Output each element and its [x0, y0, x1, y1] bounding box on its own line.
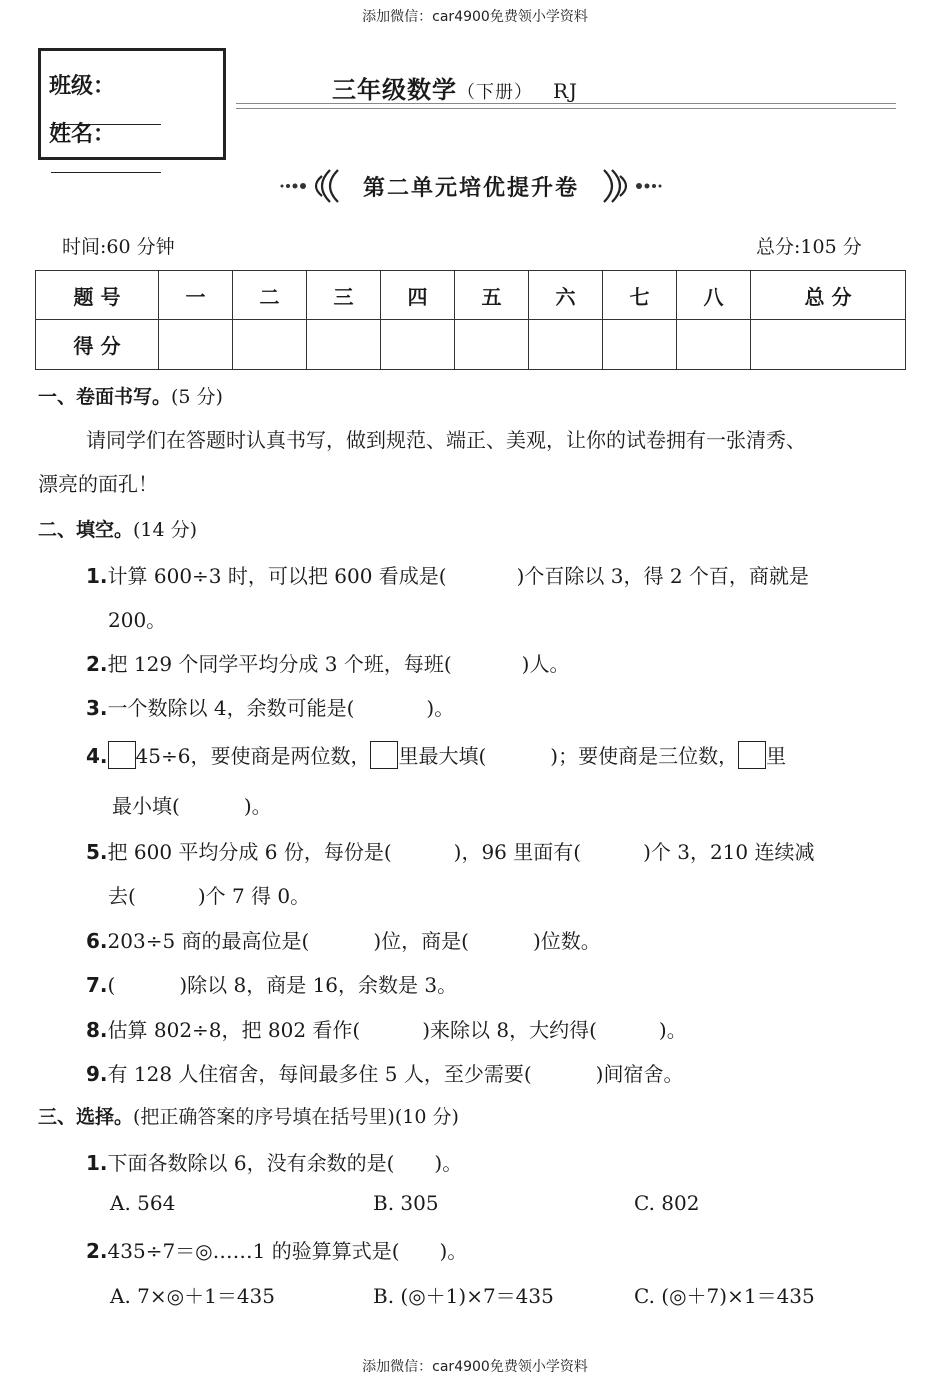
q-text: 估算 802÷8，把 802 看作( [107, 1018, 361, 1042]
fill-question-1-cont: 200。 [108, 608, 167, 632]
q-text: 下面各数除以 6，没有余数的是( )。 [107, 1151, 463, 1175]
row-label: 得 分 [36, 320, 159, 370]
digit-box[interactable] [370, 741, 398, 769]
title-volume: （下册） [457, 82, 533, 103]
choice-question-1 [86, 1147, 462, 1176]
student-info-box [38, 48, 226, 160]
fill-question-9 [86, 1058, 683, 1087]
header-cell: 题 号 [36, 271, 159, 320]
section3-title: 三、选择。 [38, 1106, 134, 1128]
q-text: )。 [426, 696, 455, 720]
fill-question-6 [86, 925, 601, 954]
header-cell: 七 [603, 271, 677, 320]
section1-heading [38, 382, 223, 409]
section3-heading [38, 1102, 459, 1129]
score-cell[interactable] [455, 320, 529, 370]
fill-question-4 [86, 740, 916, 769]
q-number: 5. [86, 840, 108, 864]
score-cell[interactable] [677, 320, 751, 370]
q-text: )。 [658, 1018, 687, 1042]
q-text: 203÷5 商的最高位是( [107, 929, 310, 953]
q-text: )来除以 8，大约得( [422, 1018, 597, 1042]
score-cell[interactable] [603, 320, 677, 370]
score-table-header [36, 271, 906, 320]
choice-option-a[interactable]: A. 7×◎＋1＝435 [110, 1284, 275, 1308]
fill-question-7 [86, 969, 457, 998]
q-text: 去( [108, 884, 136, 908]
q-text: )位，商是( [373, 929, 469, 953]
choice-option-b[interactable]: B. 305 [373, 1191, 439, 1215]
q-number: 7. [86, 973, 108, 997]
choice-option-b[interactable]: B. (◎＋1)×7＝435 [373, 1284, 554, 1308]
header-cell: 二 [233, 271, 307, 320]
q-number: 1. [86, 564, 108, 588]
q-text: )，96 里面有( [453, 840, 582, 864]
fill-question-5 [86, 836, 815, 865]
q-number: 6. [86, 929, 108, 953]
q-text: )个 7 得 0。 [197, 884, 311, 908]
digit-box[interactable] [108, 741, 136, 769]
q-text: 里 [766, 744, 787, 768]
q-text: )人。 [521, 652, 570, 676]
watermark-top: 添加微信：car4900免费领小学资料 [362, 9, 588, 25]
fill-question-8 [86, 1014, 687, 1043]
score-cell[interactable] [307, 320, 381, 370]
section1-text-line1: 请同学们在答题时认真书写，做到规范、端正、美观，让你的试卷拥有一张清秀、 [86, 428, 806, 452]
section2-heading [38, 515, 197, 542]
fill-question-1 [86, 560, 809, 589]
score-table-row [36, 320, 906, 370]
q-number: 3. [86, 696, 108, 720]
name-label: 姓名： [49, 122, 116, 147]
fill-question-4-cont [112, 790, 272, 819]
q-text: )除以 8，商是 16，余数是 3。 [179, 973, 458, 997]
q-number: 2. [86, 1239, 108, 1263]
q-text: )个 3，210 连续减 [643, 840, 815, 864]
score-cell[interactable] [751, 320, 906, 370]
header-cell: 八 [677, 271, 751, 320]
header-cell: 五 [455, 271, 529, 320]
q-number: 9. [86, 1062, 108, 1086]
score-cell[interactable] [233, 320, 307, 370]
q-text: 计算 600÷3 时，可以把 600 看成是( [107, 564, 447, 588]
header-cell: 总 分 [751, 271, 906, 320]
q-number: 2. [86, 652, 108, 676]
watermark-bottom: 添加微信：car4900免费领小学资料 [362, 1359, 588, 1375]
header-cell: 六 [529, 271, 603, 320]
choice-question-2 [86, 1235, 467, 1264]
score-cell[interactable] [159, 320, 233, 370]
fill-question-2 [86, 648, 569, 677]
name-input-line[interactable] [51, 150, 161, 173]
q-text: 一个数除以 4，余数可能是( [107, 696, 355, 720]
q-text: 把 600 平均分成 6 份，每份是( [107, 840, 392, 864]
fill-question-3 [86, 692, 454, 721]
q-number: 1. [86, 1151, 108, 1175]
choice-option-a[interactable]: A. 564 [110, 1191, 176, 1215]
header-cell: 三 [307, 271, 381, 320]
total-score: 总分:105 分 [756, 236, 862, 258]
q-text: 最小填( [112, 794, 180, 818]
q-number: 4. [86, 744, 108, 768]
score-cell[interactable] [381, 320, 455, 370]
section2-title: 二、填空。 [38, 519, 134, 541]
q-text: 435÷7＝◎……1 的验算算式是( )。 [107, 1239, 468, 1263]
title-rule-bottom [236, 108, 896, 109]
name-field[interactable] [49, 117, 223, 173]
digit-box[interactable] [738, 741, 766, 769]
q-number: 8. [86, 1018, 108, 1042]
q-text: 里最大填( [398, 744, 487, 768]
section1-text-line2: 漂亮的面孔！ [38, 472, 158, 496]
section1-title: 一、卷面书写。 [38, 386, 172, 408]
header-cell: 一 [159, 271, 233, 320]
q-text: )个百除以 3，得 2 个百，商就是 [516, 564, 809, 588]
q-text: 把 129 个同学平均分成 3 个班，每班( [107, 652, 452, 676]
time-limit: 时间:60 分钟 [62, 236, 175, 258]
score-cell[interactable] [529, 320, 603, 370]
title-text: 三年级数学 [332, 76, 457, 104]
unit-title: 第二单元培优提升卷 [362, 176, 579, 201]
section1-points: (5 分) [171, 386, 223, 408]
q-text: )。 [243, 794, 272, 818]
choice-option-c[interactable]: C. (◎＋7)×1＝435 [634, 1284, 815, 1308]
q-text: 45÷6，要使商是两位数， [135, 744, 371, 768]
section2-points: (14 分) [133, 519, 198, 541]
q-text: )；要使商是三位数， [550, 744, 739, 768]
q-text: )间宿舍。 [595, 1062, 684, 1086]
title-rule-top [236, 103, 896, 104]
q-text: 有 128 人住宿舍，每间最多住 5 人，至少需要( [107, 1062, 532, 1086]
choice-option-c[interactable]: C. 802 [634, 1191, 700, 1215]
page-title [332, 70, 578, 105]
class-label: 班级： [49, 74, 116, 99]
fill-question-5-cont [108, 880, 310, 909]
header-cell: 四 [381, 271, 455, 320]
score-table [35, 270, 906, 370]
section3-points: (把正确答案的序号填在括号里)(10 分) [133, 1106, 459, 1128]
q-text: )位数。 [532, 929, 601, 953]
q-text: ( [107, 973, 116, 997]
title-edition: RJ [553, 79, 579, 103]
